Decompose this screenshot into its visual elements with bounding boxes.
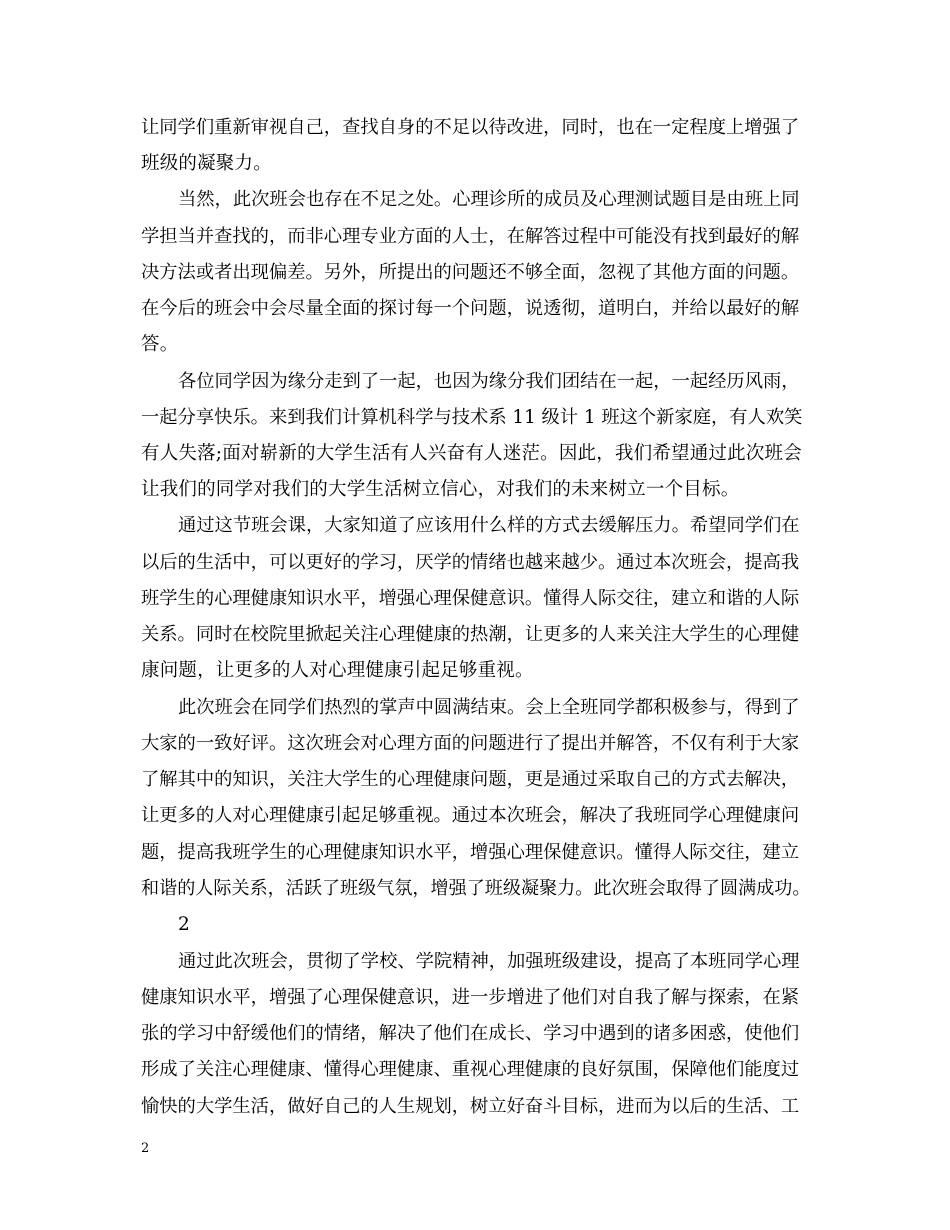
text-line: 一起分享快乐。来到我们计算机科学与技术系 11 级计 1 班这个新家庭，有人欢笑 xyxy=(141,407,803,428)
text-line: 让同学们重新审视自己，查找自身的不足以待改进，同时，也在一定程度上增强了 xyxy=(141,117,800,138)
text-line: 在今后的班会中会尽量全面的探讨每一个问题，说透彻，道明白，并给以最好的解 xyxy=(141,298,800,319)
text-line: 形成了关注心理健康、懂得心理健康、重视心理健康的良好氛围，保障他们能度过 xyxy=(141,1059,800,1080)
section-number: 2 xyxy=(178,914,190,935)
paragraph-first-line: 此次班会在同学们热烈的掌声中圆满结束。会上全班同学都积极参与，得到了 xyxy=(178,697,800,718)
text-line: 让更多的人对心理健康引起足够重视。通过本次班会，解决了我班同学心理健康问 xyxy=(141,805,800,826)
text-line: 关系。同时在校院里掀起关注心理健康的热潮，让更多的人来关注大学生的心理健 xyxy=(141,624,800,645)
text-line: 了解其中的知识，关注大学生的心理健康问题，更是通过采取自己的方式去解决， xyxy=(141,769,800,790)
text-line: 学担当并查找的，而非心理专业方面的人士，在解答过程中可能没有找到最好的解 xyxy=(141,226,800,247)
text-line: 健康知识水平，增强了心理保健意识，进一步增进了他们对自我了解与探索，在紧 xyxy=(141,987,800,1008)
text-line: 以后的生活中，可以更好的学习，厌学的情绪也越来越少。通过本次班会，提高我 xyxy=(141,552,800,573)
paragraph-first-line: 通过此次班会，贯彻了学校、学院精神，加强班级建设，提高了本班同学心理 xyxy=(178,951,800,972)
text-line: 班学生的心理健康知识水平，增强心理保健意识。懂得人际交往，建立和谐的人际 xyxy=(141,588,800,609)
text-line: 有人失落;面对崭新的大学生活有人兴奋有人迷茫。因此，我们希望通过此次班会 xyxy=(141,443,802,464)
text-line: 大家的一致好评。这次班会对心理方面的问题进行了提出并解答，不仅有利于大家 xyxy=(141,733,800,754)
text-line: 班级的凝聚力。 xyxy=(141,153,272,174)
text-line: 决方法或者出现偏差。另外，所提出的问题还不够全面，忽视了其他方面的问题。 xyxy=(141,262,800,283)
text-line: 康问题，让更多的人对心理健康引起足够重视。 xyxy=(141,660,534,681)
text-line: 和谐的人际关系，活跃了班级气氛，增强了班级凝聚力。此次班会取得了圆满成功。 xyxy=(141,878,811,899)
paragraph-first-line: 当然，此次班会也存在不足之处。心理诊所的成员及心理测试题目是由班上同 xyxy=(178,189,800,210)
text-line: 题，提高我班学生的心理健康知识水平，增强心理保健意识。懂得人际交往，建立 xyxy=(141,842,800,863)
page-number: 2 xyxy=(141,1141,150,1156)
paragraph-first-line: 通过这节班会课，大家知道了应该用什么样的方式去缓解压力。希望同学们在 xyxy=(178,515,800,536)
text-line: 愉快的大学生活，做好自己的人生规划，树立好奋斗目标，进而为以后的生活、工 xyxy=(141,1096,800,1117)
text-line: 张的学习中舒缓他们的情绪，解决了他们在成长、学习中遇到的诸多困惑，使他们 xyxy=(141,1023,800,1044)
paragraph-first-line: 各位同学因为缘分走到了一起，也因为缘分我们团结在一起，一起经历风雨， xyxy=(178,371,800,392)
text-line: 答。 xyxy=(141,334,179,355)
text-line: 让我们的同学对我们的大学生活树立信心，对我们的未来树立一个目标。 xyxy=(141,479,740,500)
